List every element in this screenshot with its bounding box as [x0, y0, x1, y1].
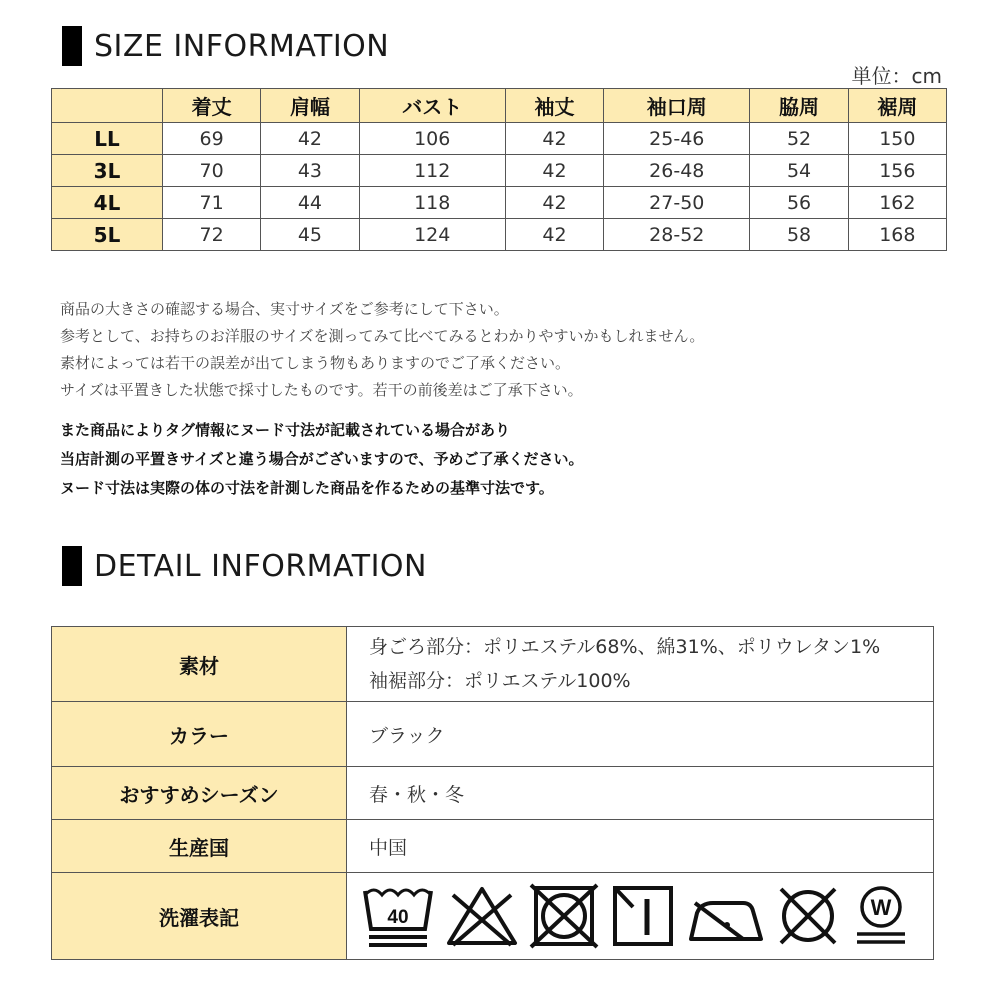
size-table-header-row [52, 89, 947, 123]
material-value [347, 627, 934, 702]
header-sleeve: 袖丈 [505, 89, 603, 123]
table-cell: 42 [505, 155, 603, 187]
material-line-sleeve: 袖裾部分：ポリエステル100% [369, 670, 631, 692]
table-cell: 168 [848, 219, 946, 251]
care-icons-cell [347, 873, 934, 960]
detail-row-care [52, 873, 934, 960]
table-cell: 150 [848, 123, 946, 155]
no-dry-clean-icon [775, 883, 841, 949]
size-label: 5L [52, 219, 163, 251]
table-cell: 25-46 [604, 123, 750, 155]
table-cell: 28-52 [604, 219, 750, 251]
wash-temp-label: 40 [387, 907, 409, 928]
note-line: 参考として、お持ちのお洋服のサイズを測ってみて比べてみるとわかりやすいかもしれません。 [60, 327, 705, 345]
table-cell: 42 [505, 187, 603, 219]
color-label: カラー [52, 702, 347, 767]
detail-row-material [52, 627, 934, 702]
line-dry-icon [609, 883, 677, 949]
origin-value: 中国 [347, 820, 934, 873]
table-cell: 112 [359, 155, 505, 187]
detail-table [51, 626, 934, 960]
iron-low-icon [687, 883, 765, 949]
season-value: 春・秋・冬 [347, 767, 934, 820]
note-line-bold: 当店計測の平置きサイズと違う場合がございますので、予めご了承ください。 [60, 450, 584, 468]
size-section-title [62, 26, 389, 66]
material-line-body: 身ごろ部分：ポリエステル68%、綿31%、ポリウレタン1% [369, 636, 881, 658]
header-shoulder: 肩幅 [261, 89, 359, 123]
table-cell: 156 [848, 155, 946, 187]
unit-label: 単位：cm [851, 64, 942, 88]
header-bust: バスト [359, 89, 505, 123]
wet-clean-icon [851, 883, 911, 949]
color-value: ブラック [347, 702, 934, 767]
season-label: おすすめシーズン [52, 767, 347, 820]
origin-label: 生産国 [52, 820, 347, 873]
size-notes [60, 296, 704, 404]
table-cell: 72 [163, 219, 261, 251]
header-hem: 裾周 [848, 89, 946, 123]
size-label: 4L [52, 187, 163, 219]
wash-40-icon [361, 883, 435, 949]
title-bar-marker [62, 546, 82, 586]
table-cell: 58 [750, 219, 848, 251]
care-icons [361, 883, 933, 949]
size-label: 3L [52, 155, 163, 187]
table-cell: 106 [359, 123, 505, 155]
table-cell: 124 [359, 219, 505, 251]
table-cell: 26-48 [604, 155, 750, 187]
table-cell: 69 [163, 123, 261, 155]
size-label: LL [52, 123, 163, 155]
table-cell: 54 [750, 155, 848, 187]
detail-section-title [62, 546, 427, 586]
nude-size-notes [60, 416, 584, 503]
table-cell: 118 [359, 187, 505, 219]
table-cell: 52 [750, 123, 848, 155]
detail-row-origin [52, 820, 934, 873]
note-line-bold: ヌード寸法は実際の体の寸法を計測した商品を作るための基準寸法です。 [60, 479, 554, 497]
note-line: サイズは平置きした状態で採寸したものです。若干の前後差はご了承下さい。 [60, 381, 583, 399]
table-cell: 43 [261, 155, 359, 187]
table-cell: 71 [163, 187, 261, 219]
header-length: 着丈 [163, 89, 261, 123]
table-cell: 45 [261, 219, 359, 251]
header-cuff: 袖口周 [604, 89, 750, 123]
header-corner [52, 89, 163, 123]
table-cell: 27-50 [604, 187, 750, 219]
no-tumble-dry-icon [529, 883, 599, 949]
size-table [51, 88, 947, 251]
no-bleach-icon [445, 883, 519, 949]
table-row [52, 155, 947, 187]
material-label: 素材 [52, 627, 347, 702]
table-cell: 42 [261, 123, 359, 155]
care-label: 洗濯表記 [52, 873, 347, 960]
table-cell: 56 [750, 187, 848, 219]
size-section-heading: SIZE INFORMATION [94, 28, 390, 64]
detail-section-heading: DETAIL INFORMATION [94, 548, 427, 584]
note-line: 商品の大きさの確認する場合、実寸サイズをご参考にして下さい。 [60, 300, 509, 318]
header-armhole: 脇周 [750, 89, 848, 123]
title-bar-marker [62, 26, 82, 66]
table-cell: 42 [505, 123, 603, 155]
detail-row-season [52, 767, 934, 820]
table-row [52, 187, 947, 219]
detail-row-color [52, 702, 934, 767]
table-cell: 162 [848, 187, 946, 219]
table-row [52, 219, 947, 251]
note-line: 素材によっては若干の誤差が出てしまう物もありますのでご了承ください。 [60, 354, 571, 372]
note-line-bold: また商品によりタグ情報にヌード寸法が記載されている場合があり [60, 421, 511, 439]
table-cell: 70 [163, 155, 261, 187]
table-cell: 42 [505, 219, 603, 251]
wet-clean-letter: W [870, 895, 892, 920]
table-row [52, 123, 947, 155]
table-cell: 44 [261, 187, 359, 219]
